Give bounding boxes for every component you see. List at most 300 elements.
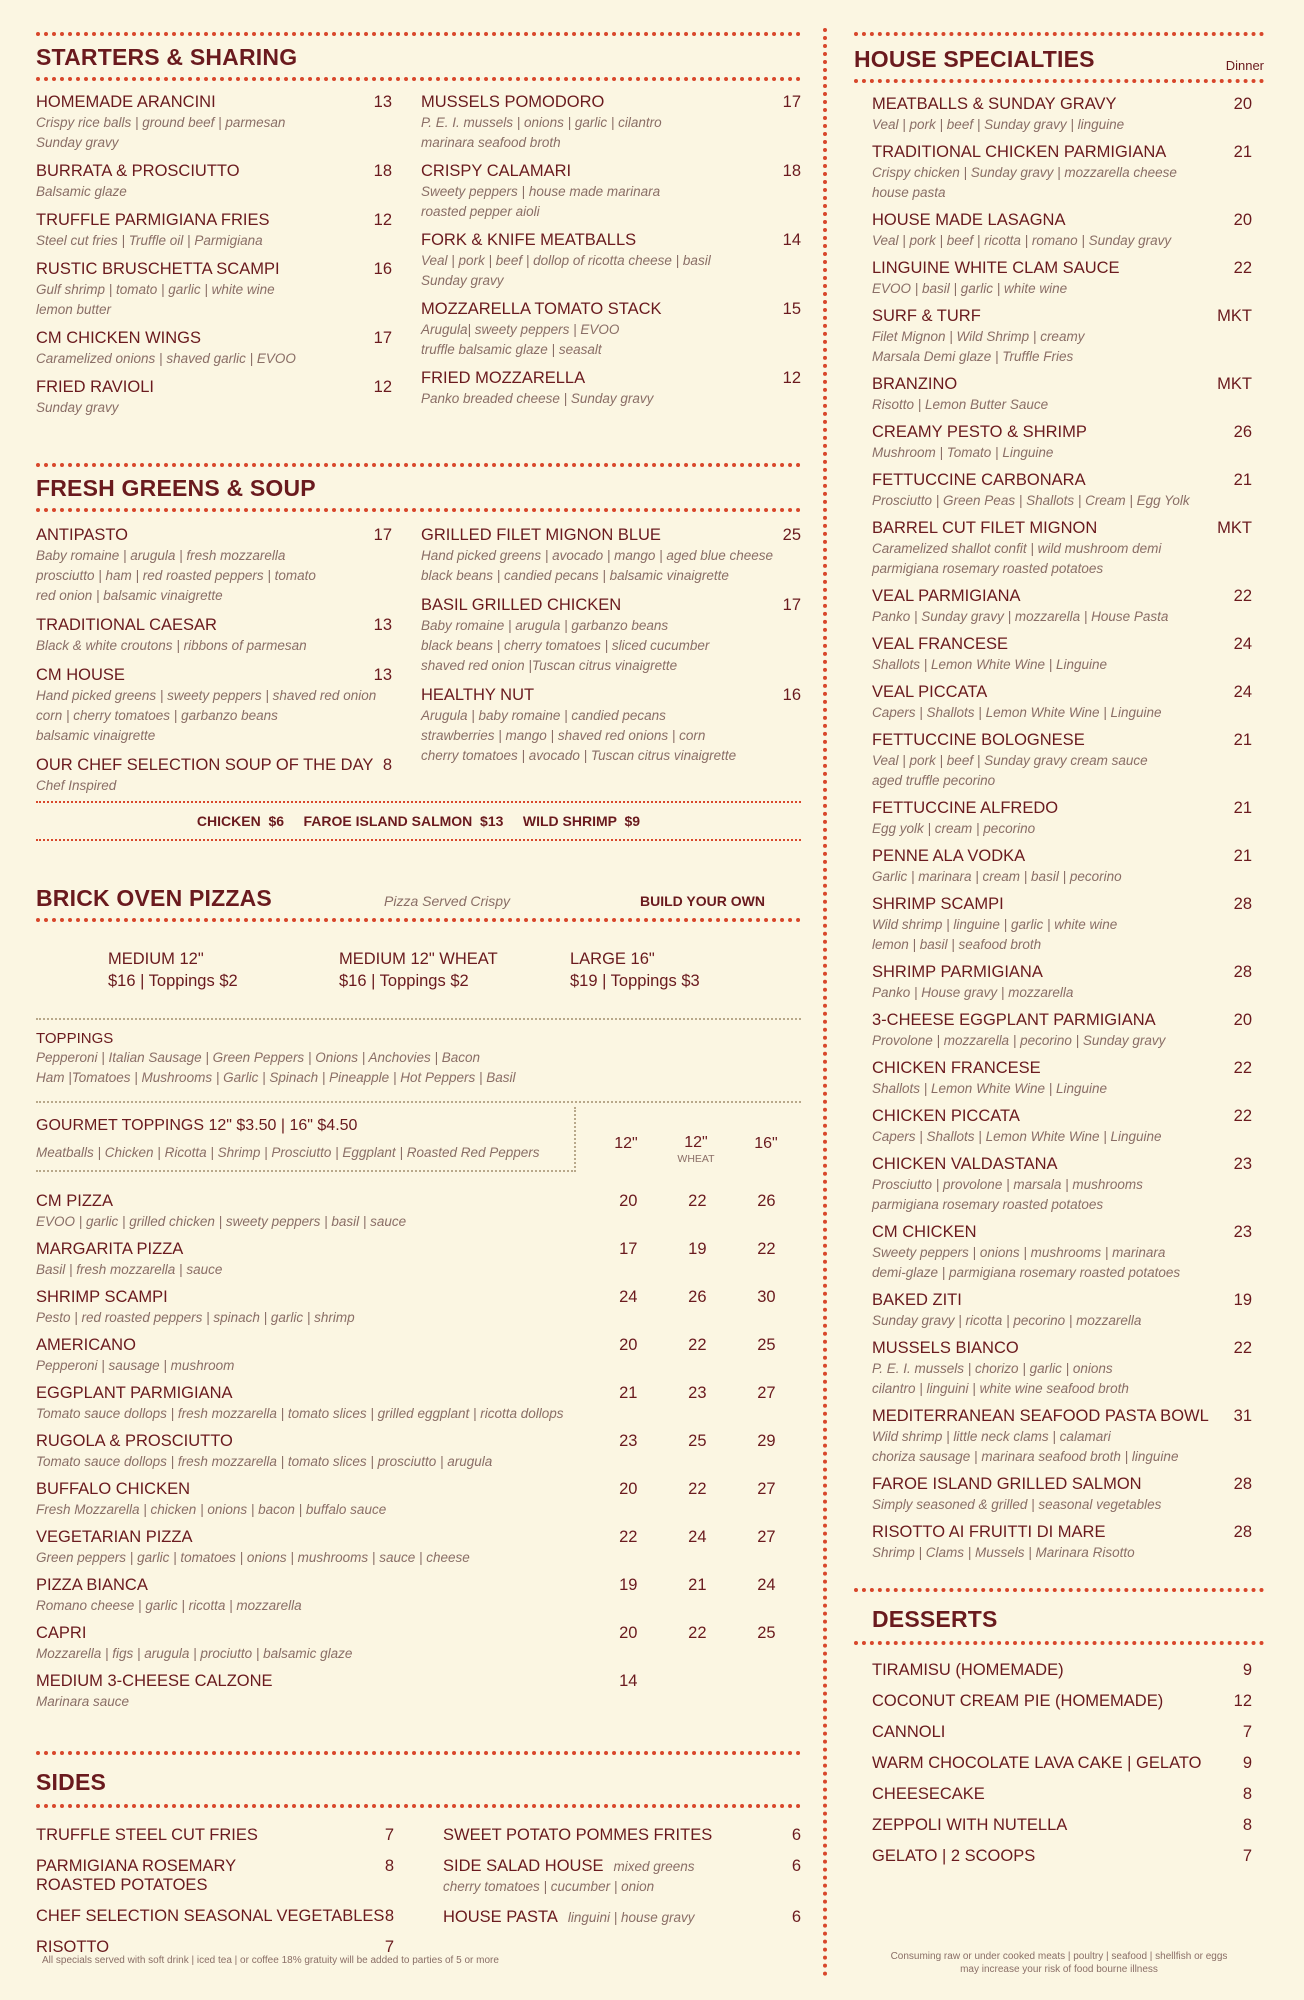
menu-item [36, 329, 392, 368]
pizza-subtitle: Pizza Served Crispy [384, 893, 511, 909]
pizza-desc: Tomato sauce dollops | fresh mozzarella | tomato slices | prosciutto | arugula [36, 1454, 493, 1469]
sides-right [443, 1826, 801, 1969]
sides-left [36, 1826, 394, 1969]
menu-item-price: 21 [1233, 847, 1252, 865]
menu-item [421, 686, 801, 765]
menu-item-desc: Sunday gravy [36, 400, 119, 415]
pizza-price: 26 [688, 1288, 707, 1306]
menu-item-price: MKT [1217, 307, 1252, 325]
side-row [36, 1826, 394, 1845]
side-name-text: TRUFFLE STEEL CUT FRIES [36, 1826, 258, 1844]
header-12w-size: 12" [684, 1134, 708, 1151]
menu-item-name: CM HOUSE [36, 666, 125, 684]
divider [36, 839, 801, 841]
divider [36, 463, 801, 467]
menu-item-name: 3-CHEESE EGGPLANT PARMIGIANA [872, 1011, 1156, 1029]
divider [854, 32, 1264, 36]
pizza-price: 20 [619, 1624, 638, 1642]
menu-item-name: CRISPY CALAMARI [421, 162, 572, 180]
dessert-item [872, 1816, 1252, 1835]
dessert-name: GELATO | 2 SCOOPS [872, 1847, 1036, 1865]
dessert-name: TIRAMISU (HOMEMADE) [872, 1661, 1064, 1679]
pizza-item [36, 1336, 801, 1375]
menu-item-name: BARREL CUT FILET MIGNON [872, 519, 1098, 537]
toppings-block [36, 1030, 801, 1087]
menu-item-price: 12 [782, 369, 801, 387]
dessert-price: 12 [1233, 1692, 1252, 1710]
menu-item-price: 16 [782, 686, 801, 704]
menu-item-row [872, 143, 1252, 162]
menu-item-price: 20 [1233, 95, 1252, 113]
side-name-line-2: ROASTED POTATOES [36, 1876, 208, 1894]
menu-item-name: MEDITERRANEAN SEAFOOD PASTA BOWL [872, 1407, 1209, 1425]
divider [36, 32, 801, 36]
menu-item-row [36, 616, 392, 635]
pizza-name: PIZZA BIANCA [36, 1576, 148, 1594]
pizza-item-text [36, 1240, 594, 1279]
divider [36, 77, 801, 81]
menu-item-row [421, 369, 801, 388]
menu-item-name: BRANZINO [872, 375, 958, 393]
divider [36, 1101, 801, 1103]
menu-item-name: VEAL FRANCESE [872, 635, 1009, 653]
menu-item-row [36, 162, 392, 181]
pizza-price: 27 [757, 1480, 776, 1498]
menu-item-price: 17 [782, 596, 801, 614]
menu-item-desc: Prosciutto | Green Peas | Shallots | Cream | Egg Yolk [872, 493, 1190, 508]
menu-item-name: BASIL GRILLED CHICKEN [421, 596, 622, 614]
pizza-item-text [36, 1336, 594, 1375]
menu-item [872, 259, 1252, 298]
pizza-name: SHRIMP SCAMPI [36, 1288, 168, 1306]
pizza-item-text [36, 1576, 594, 1615]
menu-item [872, 683, 1252, 722]
greens-right [421, 526, 801, 801]
menu-item [872, 1107, 1252, 1146]
divider [36, 1018, 801, 1020]
pizza-desc: Pepperoni | sausage | mushroom [36, 1358, 235, 1373]
menu-item-desc: Steel cut fries | Truffle oil | Parmigiana [36, 233, 263, 248]
header-12-wheat [661, 1135, 731, 1172]
gourmet-title: GOURMET TOPPINGS 12" $3.50 | 16" $4.50 [36, 1117, 358, 1134]
menu-item-row [872, 683, 1252, 702]
menu-item-desc: Panko | Sunday gravy | mozzarella | House Pasta [872, 609, 1169, 624]
menu-item-price: 21 [1233, 143, 1252, 161]
menu-item-row [872, 1011, 1252, 1030]
pizza-item [36, 1672, 801, 1711]
menu-item-desc: Egg yolk | cream | pecorino [872, 821, 1036, 836]
side-name-text: SWEET POTATO POMMES FRITES [443, 1826, 713, 1844]
greens-section [36, 526, 801, 801]
divider [36, 1804, 801, 1808]
menu-item-desc: prosciutto | ham | red roasted peppers | tomato [36, 568, 316, 583]
menu-item-desc: Panko | House gravy | mozzarella [872, 985, 1074, 1000]
dessert-item [872, 1661, 1252, 1680]
menu-item [872, 587, 1252, 626]
menu-item-price: 16 [373, 260, 392, 278]
menu-item-desc: Arugula| sweety peppers | EVOO [421, 322, 620, 337]
menu-item-desc: Shallots | Lemon White Wine | Linguine [872, 1081, 1108, 1096]
menu-item-desc: cilantro | linguini | white wine seafood broth [872, 1381, 1129, 1396]
menu-item-name: RUSTIC BRUSCHETTA SCAMPI [36, 260, 280, 278]
menu-item-row [421, 686, 801, 705]
divider [854, 1588, 1264, 1592]
menu-item [421, 526, 801, 585]
menu-item-price: 25 [782, 526, 801, 544]
menu-item-name: VEAL PICCATA [872, 683, 988, 701]
menu-item-desc: Shallots | Lemon White Wine | Linguine [872, 657, 1108, 672]
menu-item-name: CREAMY PESTO & SHRIMP [872, 423, 1087, 441]
menu-item-name: RISOTTO AI FRUITTI DI MARE [872, 1523, 1106, 1541]
menu-item [36, 378, 392, 417]
pizza-item [36, 1384, 801, 1423]
pizza-item [36, 1480, 801, 1519]
menu-item-desc: Panko breaded cheese | Sunday gravy [421, 391, 654, 406]
menu-item-name: FETTUCCINE CARBONARA [872, 471, 1086, 489]
menu-item-name: FRIED RAVIOLI [36, 378, 154, 396]
dinner-tag: Dinner [1225, 58, 1264, 73]
menu-item-name: TRADITIONAL CAESAR [36, 616, 217, 634]
divider [36, 508, 801, 512]
menu-item [872, 847, 1252, 886]
menu-item [872, 423, 1252, 462]
menu-item [872, 731, 1252, 790]
pizza-price: 22 [688, 1624, 707, 1642]
toppings-line-2: Ham |Tomatoes | Mushrooms | Garlic | Spinach | Pineapple | Hot Peppers | Basil [36, 1070, 516, 1085]
menu-item-name: HOUSE MADE LASAGNA [872, 211, 1066, 229]
menu-item-desc: Risotto | Lemon Butter Sauce [872, 397, 1049, 412]
menu-item-row [872, 307, 1252, 326]
menu-item-row [872, 1107, 1252, 1126]
menu-item-desc: Caramelized shallot confit | wild mushroom demi [872, 541, 1162, 556]
dessert-price: 8 [1242, 1816, 1252, 1834]
menu-item [36, 616, 392, 655]
side-name-text: RISOTTO [36, 1938, 110, 1956]
menu-item-desc: aged truffle pecorino [872, 773, 996, 788]
menu-item [36, 666, 392, 745]
pizza-price [732, 1672, 801, 1711]
menu-item [872, 1291, 1252, 1330]
pizza-name: BUFFALO CHICKEN [36, 1480, 191, 1498]
menu-item-price: 22 [1233, 259, 1252, 277]
menu-item-name: CHICKEN FRANCESE [872, 1059, 1041, 1077]
pizza-item-text [36, 1432, 594, 1471]
menu-item-row [421, 526, 801, 545]
pizza-price: 24 [619, 1288, 638, 1306]
menu-item-row [872, 1475, 1252, 1494]
menu-item-price: 19 [1233, 1291, 1252, 1309]
menu-item-desc: Baby romaine | arugula | garbanzo beans [421, 618, 669, 633]
side-price: 8 [384, 1857, 394, 1875]
menu-item-row [872, 1291, 1252, 1310]
pizza-item [36, 1288, 801, 1327]
menu-item [421, 300, 801, 359]
menu-item-desc: lemon butter [36, 302, 112, 317]
section-title-greens: FRESH GREENS & SOUP [36, 475, 316, 501]
pizza-size [570, 948, 801, 992]
section-title-sides: SIDES [36, 1769, 107, 1795]
menu-item-price: 21 [1233, 799, 1252, 817]
section-title-starters: STARTERS & SHARING [36, 44, 298, 70]
divider [36, 918, 801, 922]
menu-item-row [872, 847, 1252, 866]
menu-item-desc: Chef Inspired [36, 778, 117, 793]
menu-item-price: 17 [782, 93, 801, 111]
menu-item-name: BAKED ZITI [872, 1291, 962, 1309]
pizza-desc: Pesto | red roasted peppers | spinach | garlic | shrimp [36, 1310, 355, 1325]
desserts-list [872, 1661, 1252, 1866]
menu-item [872, 635, 1252, 674]
menu-item [872, 1407, 1252, 1466]
dessert-name: WARM CHOCOLATE LAVA CAKE | GELATO [872, 1754, 1202, 1772]
divider [854, 79, 1264, 83]
side-name [443, 1908, 695, 1927]
menu-item [36, 756, 392, 795]
menu-item-price: 20 [1233, 211, 1252, 229]
menu-item-desc: Capers | Shallots | Lemon White Wine | Linguine [872, 705, 1162, 720]
menu-item-name: FORK & KNIFE MEATBALLS [421, 231, 637, 249]
pizza-price [663, 1672, 732, 1711]
menu-item-price: 26 [1233, 423, 1252, 441]
menu-item-price: 15 [782, 300, 801, 318]
menu-item [421, 596, 801, 675]
menu-item-name: SHRIMP PARMIGIANA [872, 963, 1043, 981]
starters-right [421, 93, 801, 463]
menu-item-price: 13 [373, 616, 392, 634]
pizza-price: 27 [757, 1384, 776, 1402]
pizza-item [36, 1624, 801, 1663]
food-warning [854, 1950, 1264, 1976]
menu-item-row [36, 378, 392, 397]
pizza-item [36, 1528, 801, 1567]
pizza-desc: Green peppers | garlic | tomatoes | onions | mushrooms | sauce | cheese [36, 1550, 470, 1565]
menu-item-name: FETTUCCINE ALFREDO [872, 799, 1059, 817]
menu-item-desc: cherry tomatoes | avocado | Tuscan citrus vinaigrette [421, 748, 737, 763]
menu-item-price: 18 [373, 162, 392, 180]
menu-item-price: 13 [373, 666, 392, 684]
side-extra: mixed greens [613, 1859, 695, 1874]
menu-item-name: BURRATA & PROSCIUTTO [36, 162, 240, 180]
warning-line-1: Consuming raw or under cooked meats | poultry | seafood | shellfish or eggs [890, 1951, 1228, 1962]
pizza-name: MEDIUM 3-CHEESE CALZONE [36, 1672, 273, 1690]
menu-item [872, 211, 1252, 250]
menu-item-row [872, 471, 1252, 490]
menu-item-desc: red onion | balsamic vinaigrette [36, 588, 223, 603]
menu-item-name: CM CHICKEN [872, 1223, 977, 1241]
menu-item-name: HEALTHY NUT [421, 686, 535, 704]
menu-item-desc: Marsala Demi glaze | Truffle Fries [872, 349, 1074, 364]
menu-item-desc: parmigiana rosemary roasted potatoes [872, 561, 1104, 576]
pizza-price: 23 [688, 1384, 707, 1402]
menu-item-price: 23 [1233, 1155, 1252, 1173]
pizza-name: CAPRI [36, 1624, 87, 1642]
menu-item-desc: EVOO | basil | garlic | white wine [872, 281, 1068, 296]
menu-item-price: 24 [1233, 683, 1252, 701]
menu-item-row [36, 260, 392, 279]
menu-item-name: FAROE ISLAND GRILLED SALMON [872, 1475, 1142, 1493]
menu-item-desc: Hand picked greens | sweety peppers | shaved red onion [36, 688, 377, 703]
menu-item-name: FRIED MOZZARELLA [421, 369, 586, 387]
menu-item-row [421, 300, 801, 319]
menu-item-price: MKT [1217, 519, 1252, 537]
column-divider [823, 28, 827, 1978]
side-row [443, 1826, 801, 1845]
side-item [36, 1907, 394, 1926]
menu-item-desc: Veal | pork | beef | Sunday gravy cream sauce [872, 753, 1148, 768]
menu-item-row [872, 1523, 1252, 1542]
side-name-text: SIDE SALAD HOUSE [443, 1857, 604, 1875]
menu-item-price: 22 [1233, 587, 1252, 605]
menu-item-desc: P. E. I. mussels | onions | garlic | cilantro [421, 115, 662, 130]
menu-item-row [36, 526, 392, 545]
menu-item [421, 231, 801, 290]
pizza-price: 22 [688, 1480, 707, 1498]
pizza-item [36, 1576, 801, 1615]
menu-item-row [872, 519, 1252, 538]
gourmet-row [36, 1107, 801, 1172]
pizza-price: 30 [757, 1288, 776, 1306]
menu-item-name: CHICKEN PICCATA [872, 1107, 1020, 1125]
menu-item-price: 23 [1233, 1223, 1252, 1241]
menu-item [872, 895, 1252, 954]
pizza-price: 23 [619, 1432, 638, 1450]
pizza-desc: Fresh Mozzarella | chicken | onions | bacon | buffalo sauce [36, 1502, 387, 1517]
menu-item-desc: Shrimp | Clams | Mussels | Marinara Risotto [872, 1545, 1135, 1560]
menu-item [872, 1011, 1252, 1050]
pizza-size-price: $16 | Toppings $2 [108, 972, 238, 990]
menu-item-desc: Sunday gravy [36, 135, 119, 150]
menu-item-desc: Caramelized onions | shaved garlic | EVOO [36, 351, 296, 366]
pizza-price: 17 [619, 1240, 638, 1258]
menu-item-desc: choriza sausage | marinara seafood broth | linguine [872, 1449, 1179, 1464]
build-your-own: BUILD YOUR OWN [640, 893, 765, 909]
pizza-price: 20 [619, 1480, 638, 1498]
section-title-house: HOUSE SPECIALTIES [854, 46, 1095, 72]
menu-item-name: MEATBALLS & SUNDAY GRAVY [872, 95, 1117, 113]
header-wheat: WHEAT [677, 1153, 715, 1165]
menu-item-desc: balsamic vinaigrette [36, 728, 156, 743]
side-price: 6 [791, 1857, 801, 1875]
menu-item-desc: roasted pepper aioli [421, 204, 540, 219]
menu-item-price: 21 [1233, 471, 1252, 489]
menu-item-price: 12 [373, 378, 392, 396]
pizza-price: 14 [619, 1672, 638, 1690]
side-extra: linguini | house gravy [567, 1910, 695, 1925]
footer-note: All specials served with soft drink | iced tea | or coffee 18% gratuity will be added to parties of 5 or more [42, 1955, 499, 1966]
menu-item-desc: black beans | cherry tomatoes | sliced cucumber [421, 638, 710, 653]
menu-item-row [36, 93, 392, 112]
side-price: 6 [791, 1908, 801, 1926]
side-row [36, 1907, 394, 1926]
menu-item-row [872, 1155, 1252, 1174]
menu-item [421, 369, 801, 408]
menu-item-row [421, 231, 801, 250]
menu-item-desc: truffle balsamic glaze | seasalt [421, 342, 602, 357]
menu-item-name: MUSSELS BIANCO [872, 1339, 1019, 1357]
menu-item-row [872, 95, 1252, 114]
menu-item-price: 28 [1233, 963, 1252, 981]
side-item [36, 1826, 394, 1845]
pizza-name: VEGETARIAN PIZZA [36, 1528, 193, 1546]
pizza-price: 21 [619, 1384, 638, 1402]
pizza-price: 26 [757, 1192, 776, 1210]
menu-item-name: CM CHICKEN WINGS [36, 329, 201, 347]
side-row [443, 1857, 801, 1876]
side-price: 6 [791, 1826, 801, 1844]
menu-item-row [872, 423, 1252, 442]
dessert-name: CHEESECAKE [872, 1785, 985, 1803]
menu-item-row [421, 162, 801, 181]
divider [36, 1751, 801, 1755]
menu-item-row [872, 635, 1252, 654]
pizza-price: 22 [688, 1336, 707, 1354]
pizza-desc: EVOO | garlic | grilled chicken | sweety peppers | basil | sauce [36, 1214, 407, 1229]
menu-item [872, 375, 1252, 414]
pizza-item [36, 1240, 801, 1279]
side-price: 7 [384, 1826, 394, 1844]
pizza-item-text [36, 1288, 594, 1327]
menu-item-desc: Filet Mignon | Wild Shrimp | creamy [872, 329, 1085, 344]
menu-item [872, 1155, 1252, 1214]
menu-item-name: HOMEMADE ARANCINI [36, 93, 216, 111]
side-name-text: CHEF SELECTION SEASONAL VEGETABLES [36, 1907, 385, 1925]
salad-addons: CHICKEN $6 FAROE ISLAND SALMON $13 WILD SHRIMP $9 [196, 813, 641, 829]
menu-item-name: MUSSELS POMODORO [421, 93, 605, 111]
menu-item-price: 28 [1233, 895, 1252, 913]
menu-item-name: OUR CHEF SELECTION SOUP OF THE DAY [36, 756, 374, 774]
pizza-item-text [36, 1672, 594, 1711]
pizza-price: 20 [619, 1192, 638, 1210]
menu-item-row [872, 799, 1252, 818]
menu-item-desc: Gulf shrimp | tomato | garlic | white wine [36, 282, 275, 297]
side-desc: cherry tomatoes | cucumber | onion [443, 1879, 655, 1894]
left-column [36, 0, 801, 1969]
house-list [872, 95, 1252, 1562]
menu-item [872, 1223, 1252, 1282]
pizza-item [36, 1432, 801, 1471]
menu-item [36, 526, 392, 605]
pizza-desc: Tomato sauce dollops | fresh mozzarella | tomato slices | grilled eggplant | ricotta dollops [36, 1406, 564, 1421]
menu-item-row [872, 587, 1252, 606]
menu-item-price: 22 [1233, 1107, 1252, 1125]
menu-item-desc: marinara seafood broth [421, 135, 561, 150]
gourmet-desc: Meatballs | Chicken | Ricotta | Shrimp | Prosciutto | Eggplant | Roasted Red Peppers [36, 1145, 540, 1160]
menu-item-price: 17 [373, 526, 392, 544]
menu-item [872, 1475, 1252, 1514]
menu-item-desc: Veal | pork | beef | ricotta | romano | Sunday gravy [872, 233, 1172, 248]
header-16: 16" [754, 1135, 778, 1152]
menu-item-price: 21 [1233, 731, 1252, 749]
menu-item-name: MOZZARELLA TOMATO STACK [421, 300, 662, 318]
pizza-header [36, 885, 801, 912]
dessert-name: CANNOLI [872, 1723, 946, 1741]
menu-item-desc: corn | cherry tomatoes | garbanzo beans [36, 708, 278, 723]
menu-item-price: 31 [1233, 1407, 1252, 1425]
menu-item-price: 20 [1233, 1011, 1252, 1029]
menu-item-price: 28 [1233, 1475, 1252, 1493]
pizza-item-text [36, 1480, 594, 1519]
menu-item-desc: demi-glaze | parmigiana rosemary roasted potatoes [872, 1265, 1181, 1280]
pizza-price: 22 [757, 1240, 776, 1258]
dessert-price: 8 [1242, 1785, 1252, 1803]
menu-item-row [872, 211, 1252, 230]
dessert-price: 7 [1242, 1723, 1252, 1741]
menu-item-desc: P. E. I. mussels | chorizo | garlic | onions [872, 1361, 1113, 1376]
pizza-price: 20 [619, 1336, 638, 1354]
pizza-price: 29 [757, 1432, 776, 1450]
menu-item [872, 1523, 1252, 1562]
menu-item-price: 17 [373, 329, 392, 347]
